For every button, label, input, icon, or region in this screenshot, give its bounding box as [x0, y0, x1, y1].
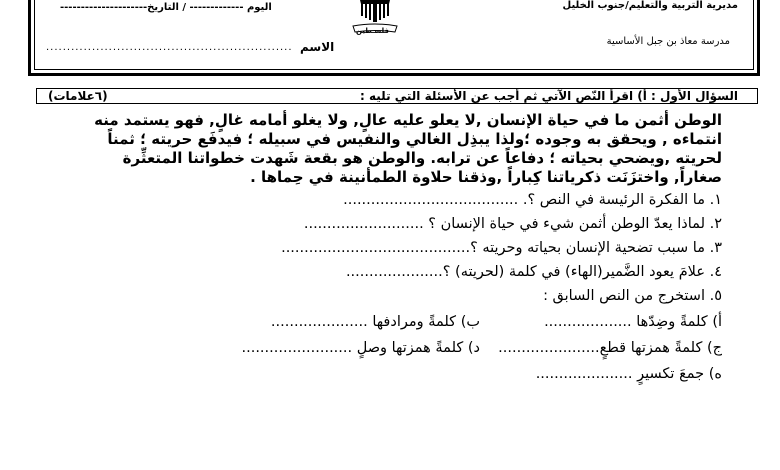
day-date-line: اليوم ------------- / التاريخ--------------------- [60, 2, 272, 13]
question-3: ٣. ما سبب تضحية الإنسان بحياته وحريته ؟......................................... [281, 240, 722, 256]
emblem-label: فلسـطين [356, 27, 389, 35]
sub-item-c: ج) كلمةً همزتها قطعٍ...................... [498, 340, 722, 356]
palestine-eagle-emblem [345, 0, 405, 42]
sub-item-b: ب) كلمةً ومرادفها ..................... [270, 314, 480, 330]
question-one-title: السؤال الأول : أ) اقرأ النّص الآتي ثم أجب عن الأسئلة التي تليه : [360, 89, 738, 103]
passage-line-3: لحريته ,ويضحي بحياته ؛ دفاعاً عن ترابه. والوطن هو بقعة شَهدت خطواتنا المتعثِّرة [122, 149, 722, 167]
marks-label: (٦علامات) [48, 89, 108, 103]
passage-line-1: الوطن أثمن ما في حياة الإنسان ,لا يعلو عليه عالٍ, ولا يغلو أمامه غالٍ, فهو يستمد منه [94, 111, 722, 129]
passage-line-4: صغاراً, واختزَنَت ذكرياتنا كِباراً ,وذقنا حلاوة الطمأنينة في حِماها . [250, 168, 722, 186]
name-label: الاسم [300, 40, 335, 54]
sub-item-d: د) كلمةً همزتها وصلٍ ........................ [241, 340, 480, 356]
question-5: ٥. استخرج من النص السابق : [543, 288, 722, 304]
school-name: مدرسة معاذ بن جبل الأساسية [606, 36, 730, 47]
passage-line-2: انتماءه , ويحقق به وجوده ؛ولذا يبذِل الغالي والنفيس في سبيله ؛ فيدفَع حريته ؛ ثمناً [107, 130, 722, 148]
question-1: ١. ما الفكرة الرئيسة في النص ؟. ...................................... [343, 192, 722, 208]
sub-item-e: ه) جمعَ تكسيرٍ ..................... [535, 366, 722, 382]
question-2: ٢. لماذا يعدّ الوطن أثمن شيء في حياة الإنسان ؟ .......................... [303, 216, 722, 232]
name-dots: ........................................................... [46, 42, 293, 53]
question-4: ٤. علامَ يعود الضَّمير(الهاء) في كلمة (لحريته) ؟..................... [345, 264, 722, 280]
directorate-name: مديرية التربية والتعليم/جنوب الخليل [562, 0, 738, 11]
sub-item-a: أ) كلمةً وضِدّها ................... [544, 314, 722, 330]
